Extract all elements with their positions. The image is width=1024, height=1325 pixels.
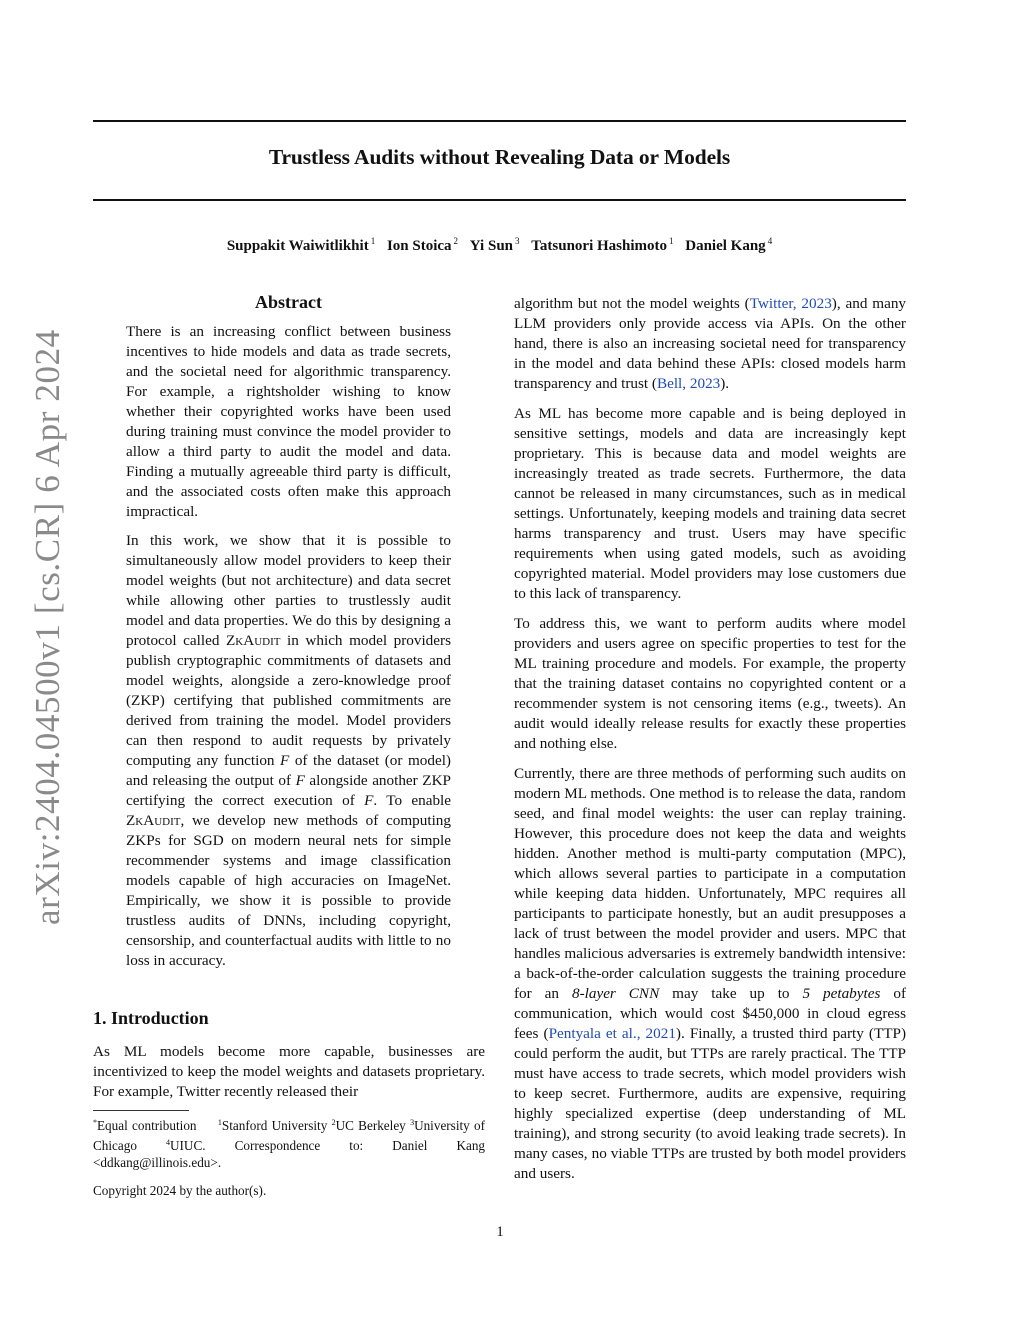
citation-link[interactable]: Pentyala et al., 2021 — [548, 1025, 676, 1042]
math-symbol: F — [295, 772, 305, 789]
footnote: *Equal contribution $^1$Stanford University $^2$UC Berkeley $^3$University of Chicago $^4$UIUC. Correspondence to: Daniel Kang <ddkang@illinois.edu>. — [93, 1118, 486, 1170]
title-bottom-rule — [93, 199, 906, 201]
body-paragraph: As ML models become more capable, businesses are incentivized to keep the model weights and datasets proprietary. For example, Twitter recently released their — [93, 1043, 485, 1100]
system-name: ZkAudit — [226, 632, 281, 649]
citation-link[interactable]: Bell, 2023 — [656, 375, 721, 392]
page-number: 1 — [496, 1224, 504, 1240]
body-paragraph: As ML has become more capable and is being deployed in sensitive settings, models and data are increasingly kept proprietary. This is because data and model weights are increasingly treated as trade secrets. Furthermore, the data cannot be released in many circumstances, such as in medical settings. Unfortunately, keeping models and training data secret harms transparency and trust. Users may have specific requirements when using gated models, such as avoiding copyrighted material. Model providers may lose customers due to this lack of transparency. — [514, 405, 906, 602]
body-paragraph: To address this, we want to perform audits where model providers and users agree on specific properties to test for the ML training procedure and models. For example, the property that the training dataset contains no copyrighted content or a recommender system is not censoring items (e.g., tweets). An audit would ideally release results for exactly these properties and nothing else. — [514, 615, 906, 752]
section-heading: 1. Introduction — [93, 1008, 209, 1028]
author: Yi Sun $^3$ — [469, 236, 520, 254]
author: Suppakit Waiwitlikhit $^1$ — [226, 236, 376, 254]
math-symbol: F — [280, 752, 290, 769]
body-paragraph: algorithm but not the model weights (Twitter, 2023), and many LLM providers only provide access via APIs. On the other hand, there is also an increasing societal need for transparency in the model and data behind these APIs: closed models harm transparency and trust (Bell, 2023). — [514, 295, 907, 392]
copyright-note: Copyright 2024 by the author(s). — [93, 1183, 267, 1198]
arxiv-stamp: arXiv:2404.04500v1 [cs.CR] 6 Apr 2024 — [28, 329, 67, 925]
abstract-body — [126, 322, 451, 980]
abstract-paragraph: There is an increasing conflict between business incentives to hide models and data as trade secrets, and the societal need for algorithmic transparency. For example, a rightsholder wishing to know whether their copyrighted works have been used during training must convince the model provider to allow a third party to audit the model and data. Finding a mutually agreeable third party is difficult, and the associated costs often make this approach impractical. — [126, 323, 451, 520]
abstract-paragraph: In this work, we show that it is possible to simultaneously allow model providers to keep their model weights (but not architecture) and data secret while allowing other parties to trustlessly audit model and data properties. We do this by designing a protocol called ZkAudit in which model providers publish cryptographic commitments of datasets and model weights, alongside a zero-knowledge proof (ZKP) certifying that published commitments are derived from training the model. Model providers can then respond to audit requests by privately computing any function F of the dataset (or model) and releasing the output of F alongside another ZKP certifying the correct execution of F. To enable ZkAudit, we develop new methods of computing ZKPs for SGD on modern neural nets for simple recommender systems and image classification models capable of high accuracies on ImageNet. Empirically, we show it is possible to provide trustless audits of DNNs, including copyright, censorship, and counterfactual audits with little to no loss in accuracy. — [126, 532, 451, 969]
intro-body — [93, 1042, 485, 1102]
paper-title: Trustless Audits without Revealing Data or Models — [268, 145, 731, 169]
author: Daniel Kang $^4$ — [685, 236, 773, 254]
title-top-rule — [93, 120, 906, 122]
citation-link[interactable]: Twitter, 2023 — [749, 295, 832, 312]
right-column — [514, 294, 906, 1194]
footnote-rule — [93, 1110, 189, 1111]
author: Ion Stoica $^2$ — [386, 236, 459, 254]
author-list — [93, 236, 906, 255]
math-symbol: F — [364, 792, 374, 809]
body-paragraph: Currently, there are three methods of performing such audits on modern ML methods. One method is to release the data, random seed, and final model weights: the user can replay training. However, this procedure does not keep the data and weights hidden. Another method is multi-party computation (MPC), which allows several parties to participate in a computation while keeping data hidden. Unfortunately, MPC requires all participants to participate honestly, but an audit presupposes a lack of trust between the model provider and users. MPC that handles malicious adversaries is extremely bandwidth intensive: a back-of-the-order calculation suggests the training procedure for an 8-layer CNN may take up to 5 petabytes of communication, which would cost $450,000 in cloud egress fees (Pentyala et al., 2021). Finally, a trusted third party (TTP) could perform the audit, but TTPs are rarely practical. The TTP must have access to trade secrets, which model providers wish to keep secret. Furthermore, audits are expensive, requiring highly specialized expertise (deep understanding of ML training), and strong security (to avoid leaking trade secrets). In many cases, no viable TTPs are trusted by both model providers and users. — [514, 765, 907, 1182]
email-link[interactable]: <ddkang@illinois.edu>. — [93, 1155, 222, 1170]
author: Tatsunori Hashimoto $^1$ — [531, 236, 674, 254]
system-name: ZkAudit — [126, 812, 181, 829]
abstract-heading: Abstract — [255, 292, 322, 312]
